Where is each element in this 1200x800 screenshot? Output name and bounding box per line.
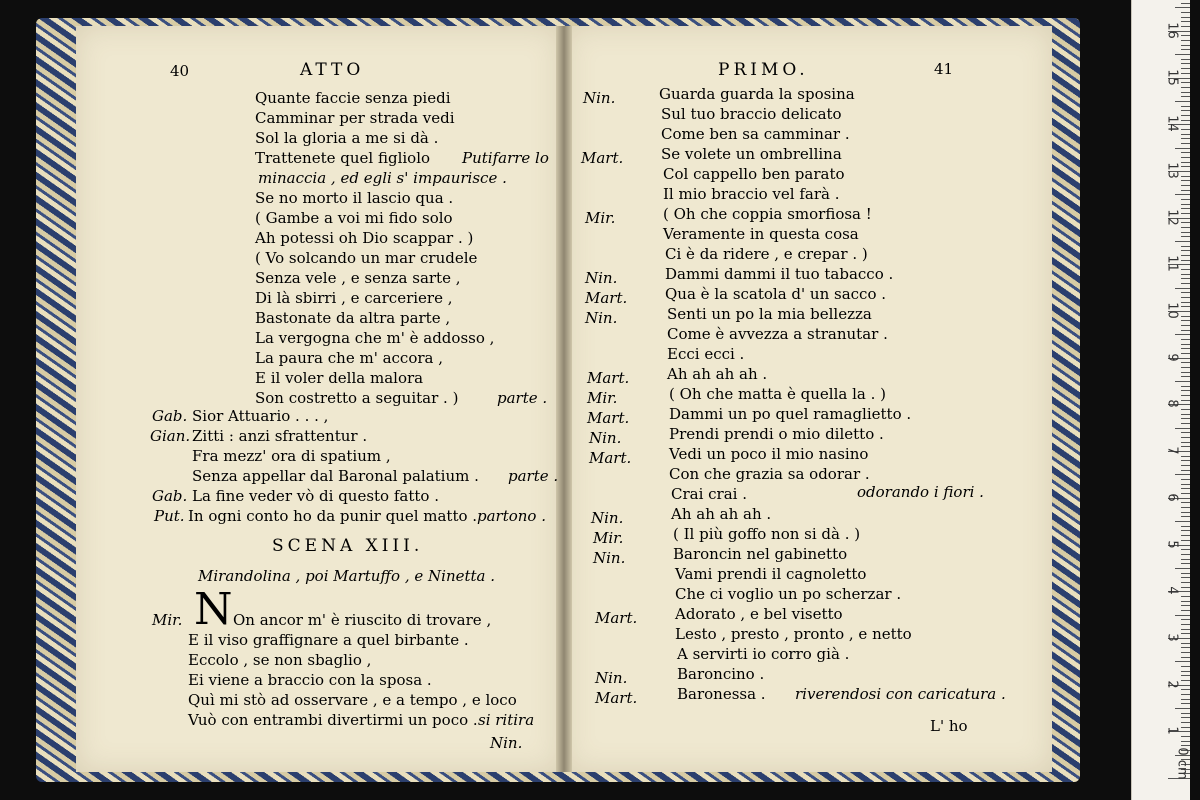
ruler-tick bbox=[1181, 26, 1190, 27]
ruler-label: 12 bbox=[1164, 208, 1180, 226]
verse-line: In ogni conto ho da punir quel matto . bbox=[188, 507, 478, 525]
verse-line: Come è avvezza a stranutar . bbox=[667, 325, 888, 343]
verse-line: Dammi un po quel ramaglietto . bbox=[669, 405, 912, 423]
ruler-tick bbox=[1181, 204, 1190, 205]
ruler-tick bbox=[1181, 339, 1190, 340]
verse-line: Vami prendi il cagnoletto bbox=[675, 565, 867, 583]
verse-line: Senti un po la mia bellezza bbox=[667, 305, 872, 323]
ruler-tick bbox=[1181, 362, 1190, 363]
verse-line: ( Vo solcando un mar crudele bbox=[255, 249, 478, 267]
catchword: L' ho bbox=[930, 717, 968, 735]
ruler-tick bbox=[1181, 559, 1190, 560]
speaker-name: Nin. bbox=[593, 549, 626, 567]
ruler-tick bbox=[1181, 302, 1190, 303]
verse-line: Ci è da ridere , e crepar . ) bbox=[665, 245, 868, 263]
ruler-tick bbox=[1175, 288, 1190, 289]
ruler-tick bbox=[1181, 106, 1190, 107]
ruler-label: 16 bbox=[1164, 22, 1180, 39]
verse-line: Senza appellar dal Baronal palatium . bbox=[192, 467, 479, 485]
ruler-tick bbox=[1181, 502, 1190, 503]
ruler-tick bbox=[1181, 713, 1190, 714]
ruler-tick bbox=[1181, 386, 1190, 387]
ruler-tick bbox=[1175, 428, 1190, 429]
ruler-tick bbox=[1181, 666, 1190, 667]
stage-direction: si ritira bbox=[478, 711, 535, 729]
speaker-name: Nin. bbox=[591, 509, 624, 527]
ruler-tick bbox=[1181, 727, 1190, 728]
ruler-tick bbox=[1181, 456, 1190, 457]
ruler-tick bbox=[1181, 465, 1190, 466]
ruler-tick bbox=[1181, 348, 1190, 349]
ruler-tick bbox=[1181, 657, 1190, 658]
ruler-tick bbox=[1181, 610, 1190, 611]
ruler-label: 15 bbox=[1164, 68, 1180, 86]
ruler-tick bbox=[1175, 708, 1190, 709]
verse-line: Lesto , presto , pronto , e netto bbox=[675, 625, 912, 643]
verse-line: Veramente in questa cosa bbox=[663, 225, 859, 243]
verse-line: E il voler della malora bbox=[255, 369, 424, 387]
ruler-tick bbox=[1181, 535, 1190, 536]
ruler-tick bbox=[1181, 274, 1190, 275]
ruler-tick bbox=[1181, 246, 1190, 247]
verse-line: Con che grazia sa odorar . bbox=[669, 465, 870, 483]
speaker-name: Mir. bbox=[585, 209, 616, 227]
verse-line: Dammi dammi il tuo tabacco . bbox=[665, 265, 894, 283]
speaker-name: Gab. bbox=[152, 407, 188, 425]
speaker-name: Mir. bbox=[593, 529, 624, 547]
verse-line: Se no morto il lascio qua . bbox=[255, 189, 454, 207]
ruler-tick bbox=[1181, 227, 1190, 228]
scene-characters: Mirandolina , poi Martuffo , e Ninetta . bbox=[198, 567, 496, 585]
ruler-tick bbox=[1175, 521, 1190, 522]
ruler-tick bbox=[1181, 344, 1190, 345]
stage-direction: parte . bbox=[508, 467, 559, 485]
speaker-name: Mart. bbox=[581, 149, 624, 167]
verse-line: Ei viene a braccio con la sposa . bbox=[188, 671, 432, 689]
speaker-name: Mart. bbox=[589, 449, 632, 467]
verse-line: Qua è la scatola d' un sacco . bbox=[665, 285, 887, 303]
verse-line: A servirti io corro già . bbox=[677, 645, 850, 663]
verse-line: Quì mi stò ad osservare , e a tempo , e loco bbox=[188, 691, 517, 709]
ruler-tick bbox=[1181, 3, 1190, 4]
verse-line: Bastonate da altra parte , bbox=[255, 309, 451, 327]
stage-direction: Putifarre lo bbox=[462, 149, 549, 167]
ruler-tick bbox=[1181, 129, 1190, 130]
speaker-name: Gab. bbox=[152, 487, 188, 505]
ruler-tick bbox=[1181, 409, 1190, 410]
verse-line: Guarda guarda la sposina bbox=[659, 85, 855, 103]
ruler-tick bbox=[1175, 615, 1190, 616]
speaker-name: Mart. bbox=[587, 369, 630, 387]
ruler-tick bbox=[1181, 736, 1190, 737]
ruler-tick bbox=[1181, 493, 1190, 494]
ruler-tick bbox=[1181, 260, 1190, 261]
ruler-tick bbox=[1181, 12, 1190, 13]
verse-line: Vedi un poco il mio nasino bbox=[669, 445, 869, 463]
verse-line: Ah ah ah ah . bbox=[671, 505, 772, 523]
ruler-tick bbox=[1181, 703, 1190, 704]
ruler-tick bbox=[1181, 400, 1190, 401]
speaker-name: Mir. bbox=[152, 611, 183, 629]
ruler-tick bbox=[1181, 59, 1190, 60]
ruler-tick bbox=[1181, 157, 1190, 158]
speaker-name: Mart. bbox=[585, 289, 628, 307]
left-running-head: ATTO bbox=[300, 60, 365, 80]
ruler-label: 5 bbox=[1164, 539, 1180, 549]
ruler-tick bbox=[1181, 185, 1190, 186]
speaker-name: Nin. bbox=[589, 429, 622, 447]
ruler-tick bbox=[1181, 470, 1190, 471]
ruler-tick bbox=[1181, 647, 1190, 648]
speaker-name: Mart. bbox=[587, 409, 630, 427]
stage-direction: partono . bbox=[477, 507, 547, 525]
ruler-tick bbox=[1181, 432, 1190, 433]
verse-line: Ah ah ah ah . bbox=[667, 365, 768, 383]
verse-line: Se volete un ombrellina bbox=[661, 145, 842, 163]
ruler-tick bbox=[1181, 190, 1190, 191]
ruler-tick bbox=[1181, 680, 1190, 681]
verse-line: Eccolo , se non sbaglio , bbox=[188, 651, 372, 669]
right-running-head: PRIMO. bbox=[718, 60, 809, 80]
speaker-name: Nin. bbox=[583, 89, 616, 107]
ruler-tick bbox=[1181, 110, 1190, 111]
speaker-name: Put. bbox=[154, 507, 185, 525]
ruler-tick bbox=[1181, 73, 1190, 74]
ruler-tick bbox=[1181, 316, 1190, 317]
ruler-tick bbox=[1181, 134, 1190, 135]
ruler-tick bbox=[1175, 54, 1190, 55]
ruler-tick bbox=[1181, 176, 1190, 177]
ruler-label: 0 cm bbox=[1174, 747, 1190, 780]
ruler-tick bbox=[1181, 45, 1190, 46]
ruler-tick bbox=[1181, 741, 1190, 742]
verse-line: ( Gambe a voi mi fido solo bbox=[255, 209, 453, 227]
ruler-tick bbox=[1181, 605, 1190, 606]
ruler-tick bbox=[1175, 7, 1190, 8]
ruler-tick bbox=[1181, 717, 1190, 718]
ruler-tick bbox=[1181, 633, 1190, 634]
ruler-tick bbox=[1181, 484, 1190, 485]
ruler-tick bbox=[1181, 372, 1190, 373]
ruler-tick bbox=[1181, 418, 1190, 419]
ruler-tick bbox=[1175, 101, 1190, 102]
ruler-tick bbox=[1181, 587, 1190, 588]
ruler-tick bbox=[1181, 166, 1190, 167]
measurement-ruler bbox=[1131, 0, 1190, 800]
verse-line: Col cappello ben parato bbox=[663, 165, 845, 183]
ruler-tick bbox=[1181, 619, 1190, 620]
stage-direction: odorando i fiori . bbox=[857, 483, 984, 501]
ruler-tick bbox=[1181, 643, 1190, 644]
right-page-number: 41 bbox=[934, 60, 954, 78]
verse-line: Sul tuo braccio delicato bbox=[661, 105, 842, 123]
ruler-label: 3 bbox=[1164, 633, 1180, 642]
verse-line: La fine veder vò di questo fatto . bbox=[192, 487, 439, 505]
scene-title: SCENA XIII. bbox=[272, 536, 424, 556]
verse-line: Il mio braccio vel farà . bbox=[663, 185, 840, 203]
ruler-label: 9 bbox=[1164, 353, 1180, 362]
ruler-tick bbox=[1181, 82, 1190, 83]
ruler-tick bbox=[1181, 255, 1190, 256]
ruler-tick bbox=[1181, 530, 1190, 531]
ruler-tick bbox=[1175, 381, 1190, 382]
ruler-tick bbox=[1181, 460, 1190, 461]
ruler-tick bbox=[1181, 414, 1190, 415]
ruler-tick bbox=[1181, 629, 1190, 630]
ruler-tick bbox=[1181, 488, 1190, 489]
ruler-tick bbox=[1181, 577, 1190, 578]
ruler-tick bbox=[1181, 222, 1190, 223]
verse-line: Vuò con entrambi divertirmi un poco . bbox=[188, 711, 478, 729]
ruler-tick bbox=[1175, 474, 1190, 475]
verse-line: Quante faccie senza piedi bbox=[255, 89, 451, 107]
verse-line: Fra mezz' ora di spatium , bbox=[192, 447, 391, 465]
ruler-label: 6 bbox=[1164, 493, 1180, 502]
ruler-tick bbox=[1181, 63, 1190, 64]
ruler-tick bbox=[1181, 236, 1190, 237]
ruler-tick bbox=[1181, 689, 1190, 690]
verse-line: ( Oh che matta è quella la . ) bbox=[669, 385, 886, 403]
ruler-tick bbox=[1181, 143, 1190, 144]
ruler-tick bbox=[1181, 138, 1190, 139]
ruler-tick bbox=[1175, 334, 1190, 335]
stage-direction: riverendosi con caricatura . bbox=[795, 685, 1006, 703]
ruler-label: 7 bbox=[1164, 446, 1180, 455]
ruler-tick bbox=[1181, 199, 1190, 200]
speaker-name: Gian. bbox=[150, 427, 191, 445]
ruler-tick bbox=[1181, 675, 1190, 676]
ruler-tick bbox=[1181, 92, 1190, 93]
ruler-tick bbox=[1181, 292, 1190, 293]
ruler-tick bbox=[1181, 40, 1190, 41]
ruler-tick bbox=[1181, 180, 1190, 181]
speaker-name: Nin. bbox=[585, 269, 618, 287]
ruler-tick bbox=[1181, 353, 1190, 354]
ruler-tick bbox=[1181, 437, 1190, 438]
ruler-label: 13 bbox=[1164, 162, 1180, 179]
verse-line: Ah potessi oh Dio scappar . ) bbox=[255, 229, 474, 247]
verse-line: Zitti : anzi sfrattentur . bbox=[192, 427, 368, 445]
ruler-tick bbox=[1175, 194, 1190, 195]
ruler-tick bbox=[1181, 35, 1190, 36]
drop-cap: N bbox=[194, 584, 233, 635]
verse-line: Senza vele , e senza sarte , bbox=[255, 269, 461, 287]
speaker-name: Mart. bbox=[595, 609, 638, 627]
ruler-tick bbox=[1181, 446, 1190, 447]
verse-line: ( Oh che coppia smorfiosa ! bbox=[663, 205, 872, 223]
ruler-tick bbox=[1181, 601, 1190, 602]
ruler-tick bbox=[1175, 661, 1190, 662]
verse-line: Baroncino . bbox=[677, 665, 765, 683]
ruler-tick bbox=[1181, 582, 1190, 583]
stage-direction: parte . bbox=[497, 389, 548, 407]
ruler-tick bbox=[1181, 376, 1190, 377]
ruler-tick bbox=[1181, 540, 1190, 541]
ruler-tick bbox=[1181, 573, 1190, 574]
stage-direction: Nin. bbox=[490, 734, 523, 752]
ruler-tick bbox=[1181, 208, 1190, 209]
verse-line: La paura che m' accora , bbox=[255, 349, 444, 367]
ruler-label: 2 bbox=[1164, 679, 1180, 689]
ruler-tick bbox=[1175, 241, 1190, 242]
verse-line: Trattenete quel figliolo bbox=[255, 149, 431, 167]
ruler-tick bbox=[1181, 306, 1190, 307]
stage-direction: minaccia , ed egli s' impaurisce . bbox=[258, 169, 507, 187]
speaker-name: Nin. bbox=[585, 309, 618, 327]
ruler-tick bbox=[1181, 283, 1190, 284]
ruler-tick bbox=[1181, 367, 1190, 368]
ruler-tick bbox=[1181, 516, 1190, 517]
ruler-label: 1 bbox=[1164, 726, 1180, 735]
ruler-label: 11 bbox=[1164, 255, 1180, 273]
ruler-tick bbox=[1175, 148, 1190, 149]
verse-line: Son costretto a seguitar . ) bbox=[255, 389, 459, 407]
ruler-tick bbox=[1181, 395, 1190, 396]
ruler-tick bbox=[1181, 390, 1190, 391]
ruler-tick bbox=[1181, 423, 1190, 424]
ruler-tick bbox=[1181, 699, 1190, 700]
ruler-tick bbox=[1181, 269, 1190, 270]
ruler-tick bbox=[1181, 479, 1190, 480]
ruler-tick bbox=[1181, 554, 1190, 555]
ruler-tick bbox=[1181, 442, 1190, 443]
ruler-tick bbox=[1181, 512, 1190, 513]
ruler-tick bbox=[1181, 250, 1190, 251]
verse-line: Di là sbirri , e carceriere , bbox=[255, 289, 453, 307]
ruler-tick bbox=[1181, 694, 1190, 695]
ruler-tick bbox=[1181, 652, 1190, 653]
verse-line: E il viso graffignare a quel birbante . bbox=[188, 631, 469, 649]
verse-line: Che ci voglio un po scherzar . bbox=[675, 585, 902, 603]
ruler-tick bbox=[1181, 120, 1190, 121]
ruler-tick bbox=[1181, 213, 1190, 214]
verse-line: Baronessa . bbox=[677, 685, 766, 703]
ruler-tick bbox=[1181, 624, 1190, 625]
ruler-tick bbox=[1181, 232, 1190, 233]
verse-line: Sol la gloria a me si dà . bbox=[255, 129, 439, 147]
verse-line: Baroncin nel gabinetto bbox=[673, 545, 848, 563]
ruler-tick bbox=[1181, 162, 1190, 163]
ruler-tick bbox=[1181, 297, 1190, 298]
ruler-tick bbox=[1181, 278, 1190, 279]
verse-line: Ecci ecci . bbox=[667, 345, 745, 363]
speaker-name: Mir. bbox=[587, 389, 618, 407]
verse-line: On ancor m' è riuscito di trovare , bbox=[233, 611, 492, 629]
verse-line: La vergogna che m' è addosso , bbox=[255, 329, 495, 347]
ruler-tick bbox=[1181, 68, 1190, 69]
ruler-tick bbox=[1181, 87, 1190, 88]
speaker-name: Mart. bbox=[595, 689, 638, 707]
ruler-label: 8 bbox=[1164, 399, 1180, 409]
ruler-tick bbox=[1181, 563, 1190, 564]
verse-line: Crai crai . bbox=[671, 485, 748, 503]
ruler-tick bbox=[1181, 21, 1190, 22]
ruler-tick bbox=[1181, 526, 1190, 527]
ruler-tick bbox=[1181, 596, 1190, 597]
ruler-tick bbox=[1175, 568, 1190, 569]
verse-line: Camminar per strada vedi bbox=[255, 109, 455, 127]
ruler-tick bbox=[1181, 330, 1190, 331]
ruler-tick bbox=[1181, 325, 1190, 326]
ruler-tick bbox=[1181, 96, 1190, 97]
ruler-label: 4 bbox=[1164, 586, 1180, 595]
verse-line: ( Il più goffo non si dà . ) bbox=[673, 525, 861, 543]
verse-line: Come ben sa camminar . bbox=[661, 125, 850, 143]
left-page-number: 40 bbox=[170, 62, 190, 80]
ruler-label: 10 bbox=[1164, 302, 1180, 319]
ruler-tick bbox=[1181, 49, 1190, 50]
ruler-tick bbox=[1181, 722, 1190, 723]
verse-line: Adorato , e bel visetto bbox=[675, 605, 843, 623]
ruler-tick bbox=[1181, 17, 1190, 18]
ruler-tick bbox=[1181, 507, 1190, 508]
ruler-tick bbox=[1181, 671, 1190, 672]
verse-line: Sior Attuario . . . , bbox=[192, 407, 329, 425]
ruler-label: 14 bbox=[1164, 115, 1180, 132]
ruler-tick bbox=[1181, 549, 1190, 550]
ruler-tick bbox=[1181, 320, 1190, 321]
verse-line: Prendi prendi o mio diletto . bbox=[669, 425, 884, 443]
book-gutter bbox=[556, 26, 572, 772]
ruler-tick bbox=[1181, 115, 1190, 116]
ruler-tick bbox=[1181, 152, 1190, 153]
speaker-name: Nin. bbox=[595, 669, 628, 687]
